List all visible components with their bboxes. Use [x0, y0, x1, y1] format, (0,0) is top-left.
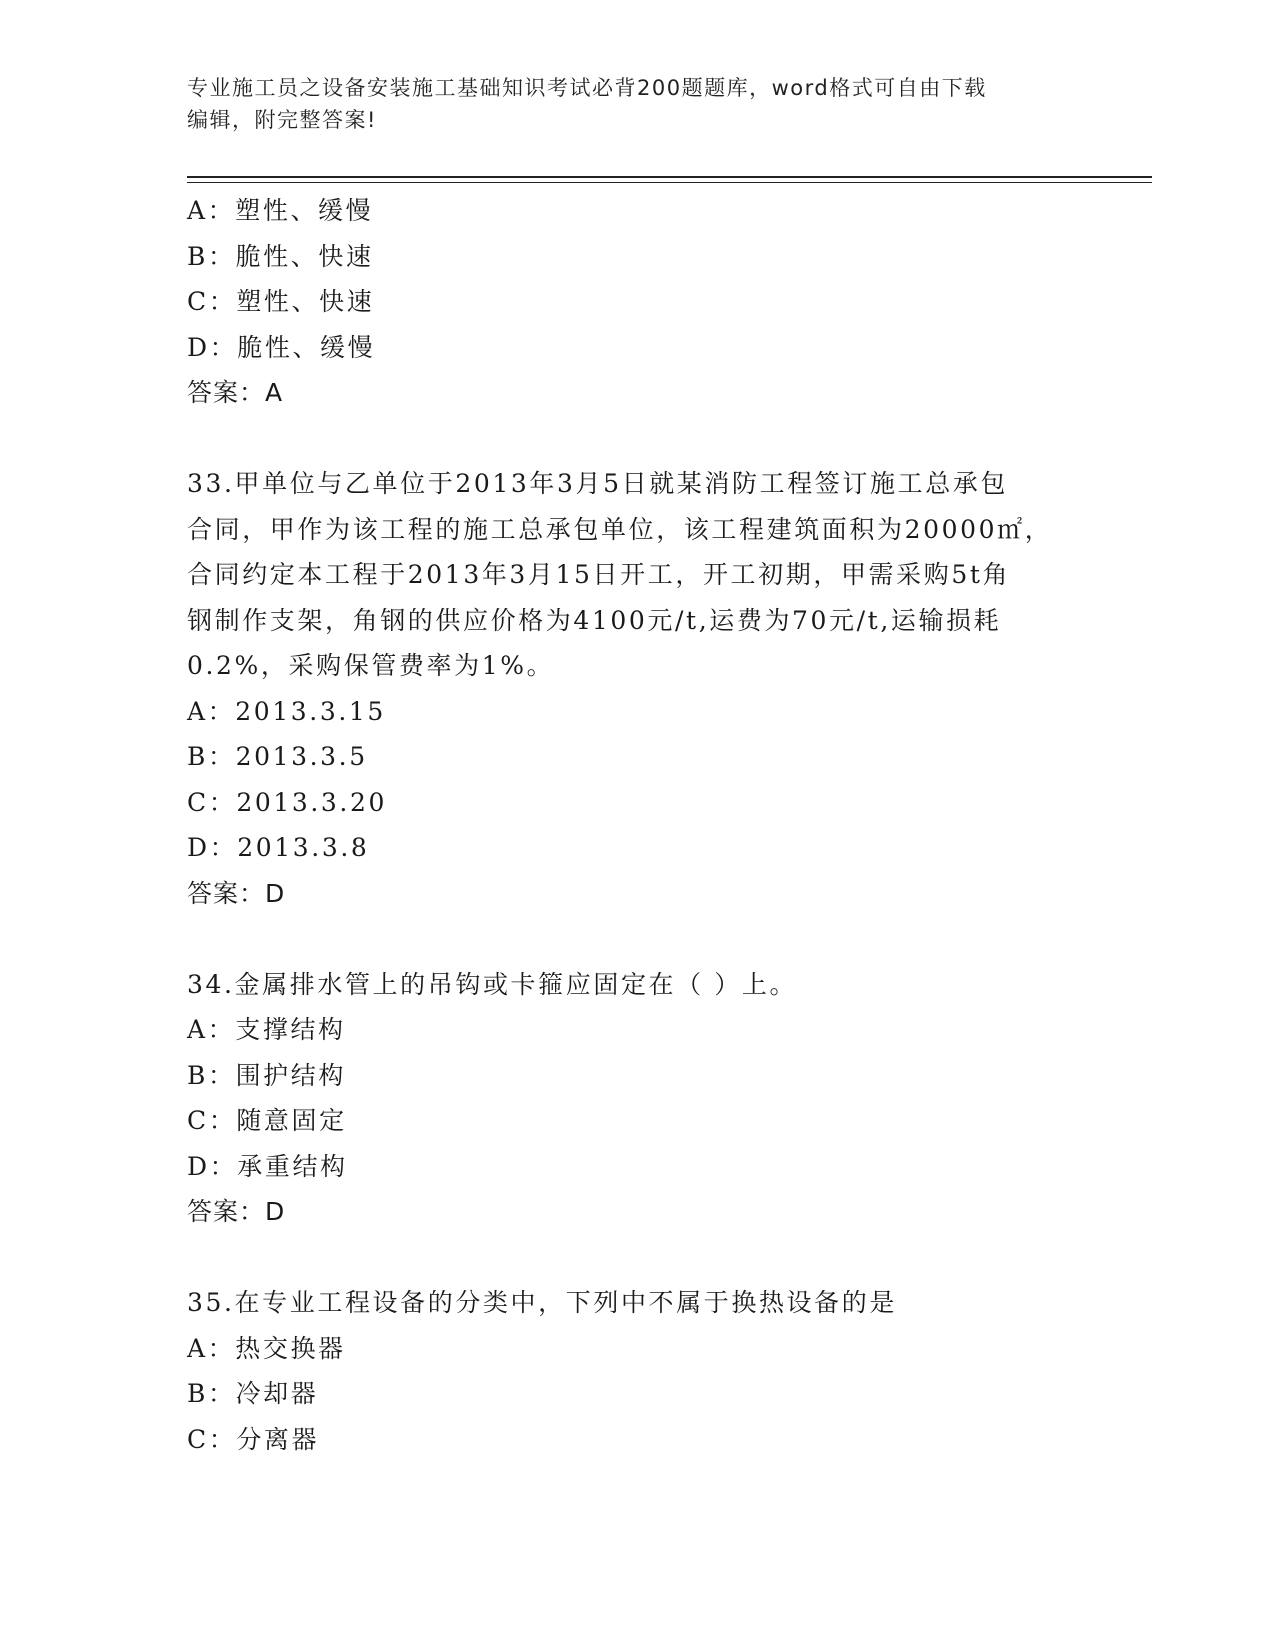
option-b: B：冷却器: [187, 1379, 319, 1408]
answer-label: 答案：A: [187, 378, 284, 407]
question-34: [187, 962, 1077, 1235]
header-divider-thick: [187, 176, 1152, 178]
header-title-line-2: 编辑，附完整答案!: [187, 108, 377, 132]
option-b: B：围护结构: [187, 1060, 346, 1090]
option-c: C：分离器: [187, 1424, 320, 1454]
question-35: [187, 1280, 1077, 1462]
option-d: D：2013.3.8: [187, 833, 370, 862]
question-stem-line: 钢制作支架，角钢的供应价格为4100元/t,运费为70元/t,运输损耗: [187, 605, 1002, 635]
question-list: [187, 188, 1077, 1462]
document-header: [187, 72, 1077, 136]
question-stem-line: 35.在专业工程设备的分类中，下列中不属于换热设备的是: [187, 1288, 897, 1317]
option-a: A：2013.3.15: [187, 696, 386, 726]
spacer: [187, 1235, 1077, 1281]
spacer: [187, 916, 1077, 962]
question-stem-line: 34.金属排水管上的吊钩或卡箍应固定在（ ）上。: [187, 969, 798, 999]
question-32: [187, 188, 1077, 416]
header-title-line-1: 专业施工员之设备安装施工基础知识考试必背200题题库，word格式可自由下载: [187, 76, 987, 100]
option-c: C：随意固定: [187, 1106, 347, 1135]
answer-label: 答案：D: [187, 878, 286, 908]
option-c: C：2013.3.20: [187, 787, 387, 817]
answer-label: 答案：D: [187, 1197, 286, 1226]
question-33: [187, 461, 1077, 916]
option-a: A：支撑结构: [187, 1015, 346, 1044]
option-b: B：脆性、快速: [187, 241, 374, 271]
question-stem-line: 合同约定本工程于2013年3月15日开工，开工初期，甲需采购5t角: [187, 560, 1011, 589]
question-stem-line: 33.甲单位与乙单位于2013年3月5日就某消防工程签订施工总承包: [187, 469, 1008, 498]
option-b: B：2013.3.5: [187, 742, 368, 771]
option-d: D：承重结构: [187, 1151, 348, 1181]
option-a: A：塑性、缓慢: [187, 196, 374, 225]
option-c: C：塑性、快速: [187, 287, 375, 316]
question-stem-line: 合同，甲作为该工程的施工总承包单位，该工程建筑面积为20000㎡，: [187, 514, 1053, 544]
question-stem-line: 0.2%，采购保管费率为1%。: [187, 651, 555, 680]
option-d: D：脆性、缓慢: [187, 332, 376, 362]
header-divider-thin: [187, 182, 1152, 183]
spacer: [187, 416, 1077, 462]
option-a: A：热交换器: [187, 1333, 346, 1363]
